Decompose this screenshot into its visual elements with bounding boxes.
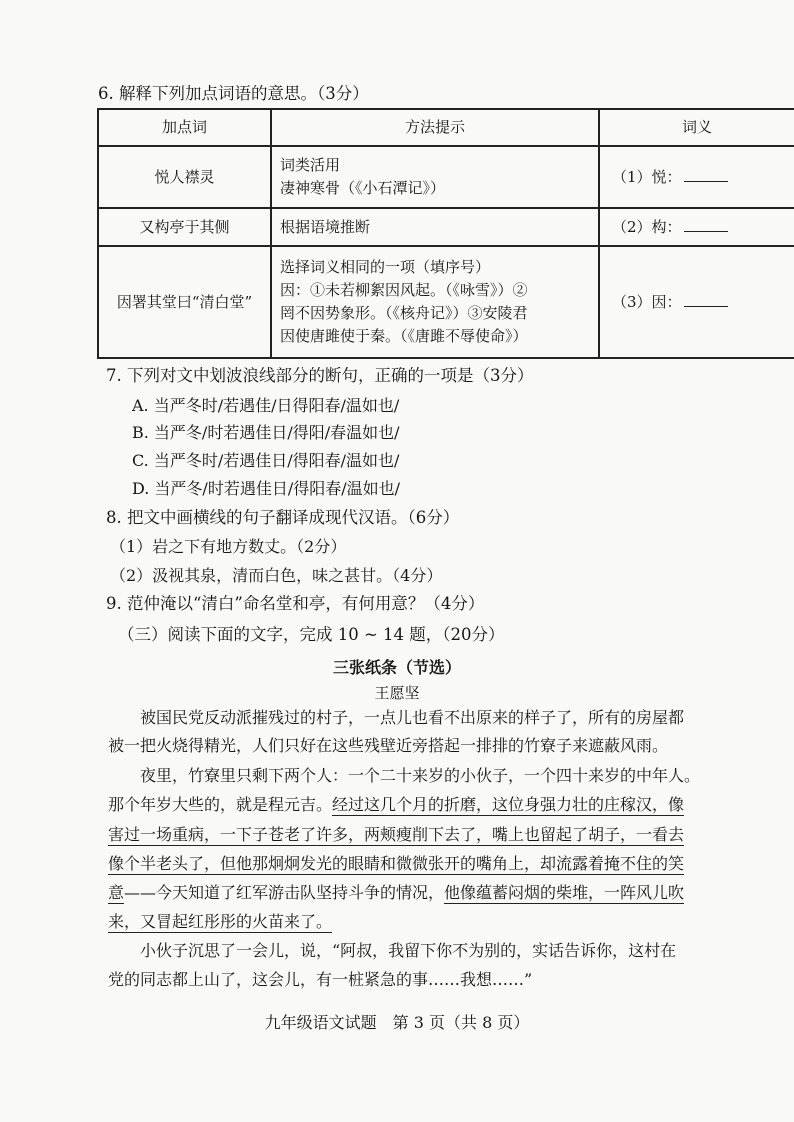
hint-line: 凄神寒骨（《小石潭记》） — [280, 179, 446, 197]
hint-line: 因：①未若柳絮因风起。（《咏雪》）② — [280, 281, 528, 299]
passage-line: 被国民党反动派摧残过的村子，一点儿也看不出原来的样子了，所有的房屋都 — [108, 708, 685, 727]
table-row-2-word: 又构亭于其侧 — [98, 208, 271, 246]
answer-label: （3）因： — [612, 292, 682, 311]
hint-line: 词类活用 — [280, 156, 341, 174]
underlined-text: 经过这几个月的折磨，这位身强力壮的庄稼汉，像 — [332, 795, 685, 814]
underlined-text: 像个半老头了，但他那炯炯发光的眼睛和微微张开的嘴角上，却流露着掩不住的笑 — [108, 854, 685, 873]
q7-option-c: C. 当严冬时/若遇佳日/得阳春/温如也/ — [132, 451, 400, 470]
passage-line — [108, 912, 332, 932]
underlined-text: 意 — [108, 883, 125, 902]
passage-line: 被一把火烧得精光，人们只好在这些残壁近旁搭起一排排的竹寮子来遮蔽风雨。 — [108, 736, 669, 755]
page-footer: 九年级语文试题 第 3 页（共 8 页） — [264, 1013, 530, 1032]
passage-text: 那个年岁大些的，就是程元吉。 — [108, 795, 333, 814]
passage-line — [108, 795, 684, 815]
table-row-2-answer — [599, 208, 794, 246]
answer-blank[interactable] — [684, 216, 728, 232]
header-meaning: 词义 — [599, 109, 794, 146]
table-row-3-answer — [599, 246, 794, 358]
table-row-3-word: 因署其堂曰“清白堂” — [98, 246, 271, 358]
q8-item-2: （2）汲视其泉，清而白色，味之甚甘。（4分） — [110, 566, 443, 585]
hint-line: 根据语境推断 — [280, 217, 371, 236]
underlined-text: 来，又冒起红彤彤的火苗来了。 — [108, 912, 333, 931]
q9-stem: 9. 范仲淹以“清白”命名堂和亭，有何用意？（4分） — [106, 594, 485, 613]
answer-blank[interactable] — [684, 166, 728, 182]
answer-label: （2）构： — [612, 217, 682, 236]
q8-item-1: （1）岩之下有地方数丈。（2分） — [110, 537, 347, 556]
header-word: 加点词 — [98, 109, 271, 146]
passage-line — [108, 883, 684, 903]
passage-line: 党的同志都上山了，这会儿，有一桩紧急的事……我想……” — [108, 970, 533, 989]
answer-blank[interactable] — [684, 291, 728, 307]
table-row-1-answer — [599, 146, 794, 208]
q7-stem: 7. 下列对文中划波浪线部分的断句，正确的一项是（3分） — [106, 366, 534, 385]
passage-line: 夜里，竹寮里只剩下两个人：一个二十来岁的小伙子，一个四十来岁的中年人。 — [108, 766, 701, 785]
hint-line: 因使唐雎使于秦。（《唐雎不辱使命》） — [280, 327, 528, 345]
q8-stem: 8. 把文中画横线的句子翻译成现代汉语。（6分） — [106, 508, 460, 527]
answer-label: （1）悦： — [612, 167, 682, 186]
passage-line — [108, 854, 684, 874]
q6-table — [97, 108, 794, 359]
q7-option-b: B. 当严冬/时若遇佳日/得阳/春温如也/ — [132, 423, 400, 442]
passage-line: 小伙子沉思了一会儿，说，“阿叔，我留下你不为别的，实话告诉你，这村在 — [108, 941, 677, 960]
table-row-2-hint — [271, 208, 599, 246]
passage-title: 三张纸条（节选） — [332, 658, 461, 677]
table-row-1-word: 悦人襟灵 — [98, 146, 271, 208]
passage-line — [108, 825, 684, 845]
passage-text: ——今天知道了红军游击队坚持斗争的情况， — [124, 883, 445, 902]
passage-author: 王愿坚 — [374, 684, 420, 702]
underlined-text: 害过一场重病，一下子苍老了许多，两颊瘦削下去了，嘴上也留起了胡子，一看去 — [108, 825, 685, 844]
q7-option-a: A. 当严冬时/若遇佳/日得阳春/温如也/ — [132, 396, 400, 415]
section-heading: （三）阅读下面的文字，完成 10 ~ 14 题，（20分） — [118, 625, 505, 644]
q6-stem: 6. 解释下列加点词语的意思。（3分） — [98, 84, 369, 103]
table-row-3-hint — [271, 246, 599, 358]
q7-option-d: D. 当严冬/时若遇佳日/得阳春/温如也/ — [132, 479, 400, 498]
hint-line: 选择词义相同的一项（填序号） — [280, 258, 491, 276]
header-hint: 方法提示 — [271, 109, 599, 146]
underlined-text: 他像蕴蓄闷烟的柴堆，一阵风儿吹 — [444, 883, 685, 902]
table-row-1-hint — [271, 146, 599, 208]
hint-line: 罔不因势象形。（《核舟记》）③安陵君 — [280, 304, 528, 322]
